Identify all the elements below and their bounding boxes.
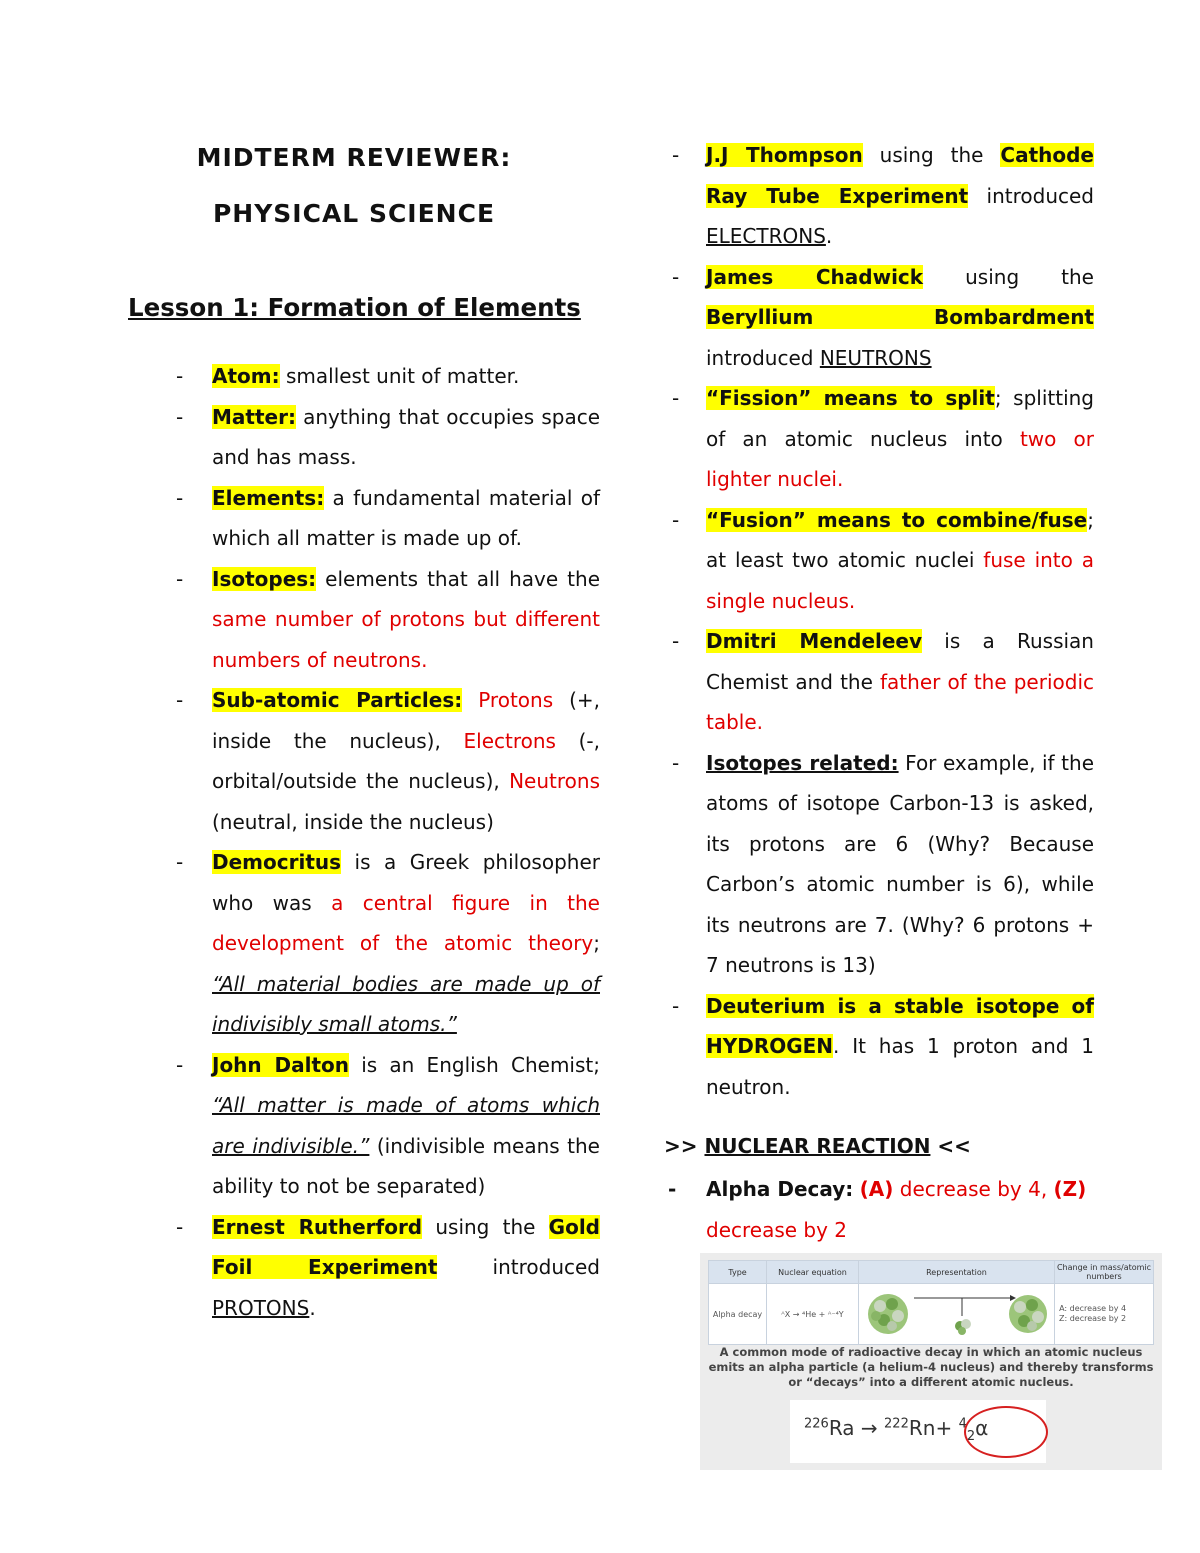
red-text: two or lighter nuclei. — [706, 426, 1094, 491]
heading-prefix: >> — [664, 1134, 705, 1158]
dash: - — [672, 993, 680, 1018]
red-text: same number of protons but different numbers of neutrons. — [212, 607, 600, 672]
alpha-atomic-number: 2 — [966, 1429, 976, 1444]
mass-number-symbol: (A) — [859, 1177, 894, 1201]
figure-caption: A common mode of radioactive decay in which an atomic nucleus emits an alpha particle (a helium-4 nucleus) and thereby transforms or “decays” into a different atomic nucleus. — [708, 1345, 1154, 1389]
text: (neutral, inside the nucleus) — [212, 809, 494, 834]
radium-mass-number: 226 — [804, 1416, 829, 1432]
dash: - — [176, 1214, 184, 1239]
term-dalton: John Dalton — [212, 1052, 349, 1077]
list-item-matter — [128, 397, 600, 478]
table-header — [709, 1261, 1153, 1284]
term-fission: “Fission” means to split — [706, 386, 995, 410]
text: (-, orbital/outside the nucleus), — [212, 728, 600, 793]
header-representation: Representation — [859, 1261, 1055, 1283]
dash: - — [672, 750, 680, 775]
list-item-democritus — [128, 842, 600, 1045]
atomic-number-symbol: (Z) — [1053, 1177, 1087, 1201]
term-elements: Elements: — [212, 485, 325, 510]
left-bullet-list — [128, 356, 600, 1328]
change-a: A: decrease by 4 — [1059, 1304, 1127, 1313]
term-isotopes: Isotopes: — [212, 566, 317, 591]
text: using the — [422, 1214, 549, 1239]
bullet: - — [668, 1177, 677, 1201]
nuclear-reaction-heading — [664, 1128, 971, 1164]
term-rutherford: Ernest Rutherford — [212, 1214, 423, 1239]
text: using the — [923, 264, 1094, 289]
electrons-label: Electrons — [463, 728, 556, 753]
term-mendeleev: Dmitri Mendeleev — [706, 629, 923, 653]
underlined-text: PROTONS — [212, 1295, 310, 1320]
list-item-rutherford — [128, 1207, 600, 1329]
text: is a Russian Chemist and the — [706, 629, 1094, 694]
list-item-elements — [128, 478, 600, 559]
protons-label: Protons — [478, 688, 554, 712]
dash: - — [176, 566, 184, 591]
term-beryllium: Beryllium Bombardment — [706, 305, 1094, 329]
alpha-decay-figure — [700, 1253, 1162, 1470]
term-chadwick: James Chadwick — [706, 264, 924, 289]
text: a fundamental material of which all matter is made up of. — [212, 485, 600, 550]
decay-equation-box — [790, 1400, 1046, 1463]
dash: - — [176, 850, 184, 874]
term-democritus: Democritus — [212, 850, 342, 874]
dash: - — [176, 485, 184, 510]
text: anything that occupies space and has mass. — [212, 404, 600, 469]
text: For example, if the atoms of isotope Carbon-13 is asked, its protons are 6 (Why? Because Carbon’s atomic number is 6), while its neutrons are 7. (Why? 6 protons + 7 neutrons is 13) — [706, 750, 1094, 977]
list-item-thompson — [664, 135, 1094, 257]
text: ; — [593, 931, 600, 955]
space — [462, 688, 478, 712]
reaction-arrow: → — [854, 1416, 885, 1440]
list-item-deuterium — [664, 986, 1094, 1108]
term-alpha-decay: Alpha Decay: — [706, 1177, 854, 1201]
list-item-atom — [128, 356, 600, 397]
radium-symbol: Ra — [828, 1416, 855, 1440]
term-matter: Matter: — [212, 404, 296, 429]
term-cathode-ray: Cathode Ray Tube Experiment — [706, 143, 1094, 208]
dash: - — [672, 143, 680, 167]
text: ; splitting of an atomic nucleus into — [706, 386, 1094, 451]
header-type: Type — [709, 1261, 767, 1283]
red-text: father of the periodic table. — [706, 669, 1094, 734]
decay-equation — [804, 1416, 988, 1444]
table-row — [709, 1284, 1153, 1344]
list-item-fission — [664, 378, 1094, 500]
dash: - — [672, 629, 680, 653]
text: introduced — [968, 183, 1094, 208]
cell-type: Alpha decay — [709, 1284, 767, 1344]
text: . It has 1 proton and 1 neutron. — [706, 1034, 1094, 1099]
decay-table — [708, 1260, 1154, 1345]
header-change: Change in mass/atomic numbers — [1056, 1263, 1152, 1281]
text: ; at least two atomic nuclei — [706, 507, 1094, 572]
text: (indivisible means the ability to not be separated) — [212, 1133, 600, 1198]
right-bullet-list — [664, 135, 1094, 1107]
term-hydrogen: HYDROGEN — [706, 1034, 834, 1058]
text: smallest unit of matter. — [279, 364, 520, 388]
quote: “All material bodies are made up of indivisibly small atoms.” — [212, 971, 600, 1036]
title-line-2: PHYSICAL SCIENCE — [212, 199, 496, 228]
heading-label: NUCLEAR REACTION — [704, 1134, 931, 1158]
lesson-heading: Lesson 1: Formation of Elements — [128, 293, 581, 322]
list-item-dalton — [128, 1045, 600, 1207]
dash: - — [176, 688, 184, 712]
term-thompson: J.J Thompson — [706, 143, 863, 167]
radon-mass-number: 222 — [884, 1416, 909, 1432]
list-item-mendeleev — [664, 621, 1094, 743]
text: introduced — [437, 1255, 600, 1279]
dash: - — [176, 404, 184, 429]
header-equation: Nuclear equation — [767, 1261, 859, 1283]
red-text: decrease by 2 — [706, 1217, 848, 1242]
text: . — [825, 224, 833, 248]
red-text: decrease by 4, — [893, 1177, 1054, 1201]
text: introduced — [706, 345, 820, 370]
term-subatomic: Sub-atomic Particles: — [212, 688, 463, 712]
dash: - — [176, 1052, 184, 1077]
alpha-mass-number: 4 — [958, 1416, 967, 1432]
dash: - — [176, 364, 184, 388]
underlined-text: ELECTRONS — [706, 224, 826, 248]
term-fusion: “Fusion” means to combine/fuse — [706, 507, 1088, 532]
red-text: fuse into a single nucleus. — [706, 548, 1094, 613]
list-item-fusion — [664, 500, 1094, 622]
red-circle-annotation — [964, 1406, 1048, 1458]
cell-equation: ᴬX → ⁴He + ᴬ⁻⁴Y — [767, 1284, 859, 1344]
underlined-text: NEUTRONS — [819, 345, 932, 370]
dash: - — [672, 386, 680, 410]
title-line-1: MIDTERM REVIEWER: — [196, 143, 512, 172]
dash: - — [672, 507, 680, 532]
alpha-decay-item — [668, 1169, 1094, 1250]
term-isotopes-related: Isotopes related: — [706, 750, 899, 775]
list-item-isotopes — [128, 559, 600, 681]
term-deuterium: Deuterium is a stable isotope of — [706, 993, 1094, 1018]
daughter-nucleus-icon — [1009, 1295, 1047, 1333]
list-item-isotopes-related — [664, 743, 1094, 986]
dash: - — [672, 264, 680, 289]
term-gold-foil: Gold Foil Experiment — [212, 1214, 600, 1279]
text: . — [309, 1295, 316, 1320]
plus-sign: + — [935, 1416, 959, 1440]
radon-symbol: Rn — [908, 1416, 936, 1440]
alpha-symbol: α — [975, 1416, 989, 1440]
term-atom: Atom: — [212, 364, 280, 388]
list-item-subatomic — [128, 680, 600, 842]
neutrons-label: Neutrons — [509, 769, 600, 793]
heading-suffix: << — [930, 1134, 971, 1158]
change-text — [1059, 1304, 1126, 1324]
list-item-chadwick — [664, 257, 1094, 379]
nucleus-diagram — [862, 1286, 1052, 1342]
red-text: a central figure in the development of the atomic theory — [212, 890, 600, 955]
text: elements that all have the — [316, 566, 600, 591]
cell-representation — [859, 1284, 1055, 1344]
alpha-particle-icon — [955, 1319, 971, 1335]
text: (+, inside the nucleus), — [212, 688, 600, 753]
text: is a Greek philosopher who was — [212, 850, 600, 915]
quote: “All matter is made of atoms which are indivisible.” — [212, 1093, 600, 1158]
cell-change — [1055, 1284, 1153, 1344]
change-z: Z: decrease by 2 — [1059, 1314, 1127, 1323]
parent-nucleus-icon — [868, 1294, 908, 1334]
text: using the — [862, 143, 1001, 167]
text: is an English Chemist; — [348, 1052, 600, 1077]
